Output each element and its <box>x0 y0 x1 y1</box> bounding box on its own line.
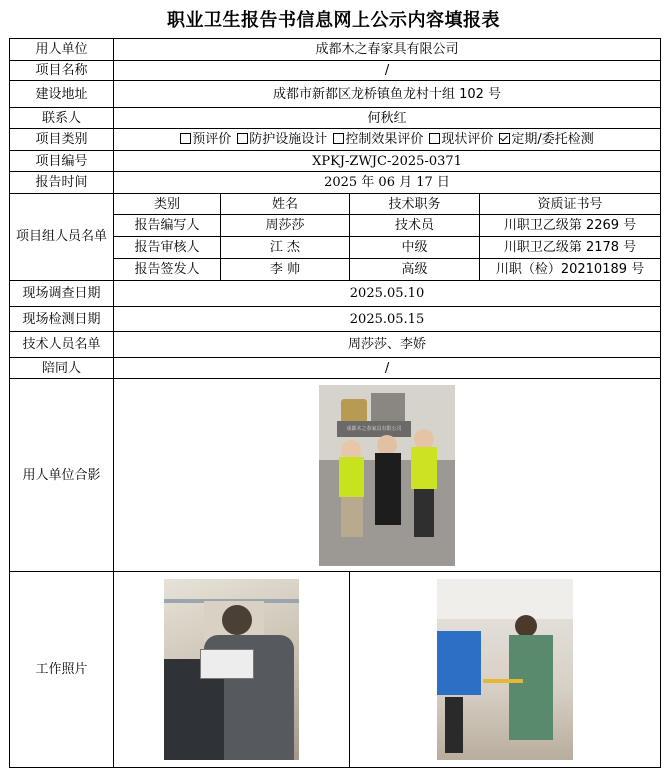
signboard: 成都木之春家具有限公司 <box>337 421 411 437</box>
work-photo-dust-sampling <box>437 579 573 760</box>
person-head <box>377 435 397 455</box>
project-type-options <box>114 129 661 151</box>
value-report-time: 2025 年 06 月 17 日 <box>114 172 661 194</box>
label-report-time: 报告时间 <box>10 172 114 194</box>
team-title: 高级 <box>350 259 480 281</box>
label-contact: 联系人 <box>10 108 114 129</box>
team-header-cert: 资质证书号 <box>480 194 661 215</box>
label-accompany: 陪同人 <box>10 358 114 379</box>
work-photo-cell-2 <box>350 572 661 768</box>
option-control-effect[interactable]: 控制效果评价 <box>333 132 423 147</box>
tripod <box>445 697 463 753</box>
value-address: 成都市新都区龙桥镇鱼龙村十组 102 号 <box>114 81 661 108</box>
label-employer: 用人单位 <box>10 39 114 61</box>
value-tech-staff: 周莎莎、李娇 <box>114 332 661 358</box>
option-facility-design[interactable]: 防护设施设计 <box>237 132 327 147</box>
safety-vest <box>411 447 437 489</box>
row-tech-staff <box>10 332 661 358</box>
person-head <box>414 429 434 449</box>
team-name: 周莎莎 <box>221 215 350 237</box>
worker-head <box>515 615 537 637</box>
team-role: 报告签发人 <box>114 259 221 281</box>
value-employer: 成都木之春家具有限公司 <box>114 39 661 61</box>
row-work-photos <box>10 572 661 768</box>
person-dress <box>375 453 401 525</box>
row-employer <box>10 39 661 61</box>
team-cert: 川职卫乙级第 2178 号 <box>480 237 661 259</box>
label-group-photo: 用人单位合影 <box>10 379 114 572</box>
worker-body <box>509 635 553 740</box>
disclosure-table <box>9 38 661 768</box>
value-survey-date: 2025.05.10 <box>114 281 661 307</box>
team-header-role: 类别 <box>114 194 221 215</box>
option-status-evaluation[interactable]: 现状评价 <box>429 132 493 147</box>
team-role: 报告审核人 <box>114 237 221 259</box>
team-header-title: 技术职务 <box>350 194 480 215</box>
value-contact: 何秋红 <box>114 108 661 129</box>
sampling-tube <box>483 679 523 683</box>
value-test-date: 2025.05.15 <box>114 307 661 332</box>
work-photo-noise-measurement <box>164 579 299 760</box>
option-pre-evaluation[interactable]: 预评价 <box>180 132 231 147</box>
row-contact <box>10 108 661 129</box>
row-project-type <box>10 129 661 151</box>
label-address: 建设地址 <box>10 81 114 108</box>
row-group-photo <box>10 379 661 572</box>
label-tech-staff: 技术人员名单 <box>10 332 114 358</box>
worker-head <box>222 605 252 635</box>
group-photo-cell <box>114 379 661 572</box>
team-header-row <box>10 194 661 215</box>
row-accompany <box>10 358 661 379</box>
person-legs <box>341 497 363 537</box>
label-work-photos: 工作照片 <box>10 572 114 768</box>
label-project-name: 项目名称 <box>10 61 114 81</box>
value-project-name: / <box>114 61 661 81</box>
row-survey-date <box>10 281 661 307</box>
row-project-no <box>10 151 661 172</box>
checkbox-icon <box>237 133 248 144</box>
ceiling <box>437 579 573 619</box>
entrance <box>371 393 405 423</box>
checkbox-icon <box>180 133 191 144</box>
label-project-type: 项目类别 <box>10 129 114 151</box>
value-project-no: XPKJ-ZWJC-2025-0371 <box>114 151 661 172</box>
checkbox-icon <box>333 133 344 144</box>
label-test-date: 现场检测日期 <box>10 307 114 332</box>
sound-level-meter <box>200 649 254 679</box>
label-survey-date: 现场调查日期 <box>10 281 114 307</box>
row-project-name <box>10 61 661 81</box>
team-cert: 川职卫乙级第 2269 号 <box>480 215 661 237</box>
form-title: 职业卫生报告书信息网上公示内容填报表 <box>167 10 500 31</box>
team-name: 江 杰 <box>221 237 350 259</box>
row-report-time <box>10 172 661 194</box>
group-photo <box>319 385 455 566</box>
team-name: 李 帅 <box>221 259 350 281</box>
row-test-date <box>10 307 661 332</box>
emblem <box>341 399 367 423</box>
row-address <box>10 81 661 108</box>
option-periodic-testing[interactable]: 定期/委托检测 <box>499 132 593 147</box>
team-role: 报告编写人 <box>114 215 221 237</box>
label-project-no: 项目编号 <box>10 151 114 172</box>
team-title: 中级 <box>350 237 480 259</box>
team-cert: 川职（检）20210189 号 <box>480 259 661 281</box>
label-team: 项目组人员名单 <box>10 194 114 281</box>
team-title: 技术员 <box>350 215 480 237</box>
team-header-name: 姓名 <box>221 194 350 215</box>
safety-vest <box>339 457 364 497</box>
person-legs <box>414 489 434 537</box>
checkbox-checked-icon <box>499 133 510 144</box>
sampling-instrument <box>437 631 481 695</box>
value-accompany: / <box>114 358 661 379</box>
checkbox-icon <box>429 133 440 144</box>
work-photo-cell-1 <box>114 572 350 768</box>
